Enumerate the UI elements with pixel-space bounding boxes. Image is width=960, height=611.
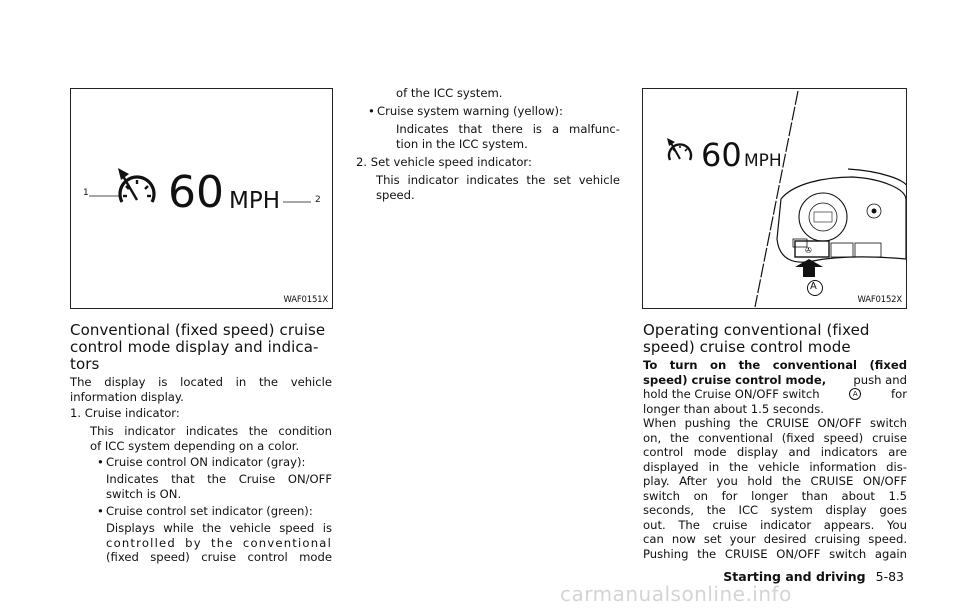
speed-value: 60 bbox=[701, 136, 742, 174]
callout-2: 2 bbox=[315, 195, 321, 205]
item-2-title: 2. Set vehicle speed indicator: bbox=[356, 155, 532, 169]
figure-steering-switch bbox=[642, 88, 907, 309]
callout-a: A bbox=[810, 281, 817, 292]
speed-unit: MPH bbox=[229, 188, 281, 214]
steering-wheel-illustration bbox=[643, 89, 906, 308]
item-2-body: This indicator indicates the set vehicle speed. bbox=[376, 173, 620, 202]
callout-1: 1 bbox=[83, 188, 89, 198]
section-heading bbox=[70, 322, 332, 373]
figure-code: WAF0151X bbox=[283, 295, 328, 305]
heading-line: Conventional (fixed speed) cruise bbox=[70, 321, 326, 339]
figure-code: WAF0152X bbox=[857, 295, 902, 305]
bullet-3-body: Indicates that there is a malfunc- tion in the ICC system. bbox=[396, 122, 620, 151]
heading-line: tors bbox=[70, 355, 100, 373]
heading-line: control mode display and indica- bbox=[70, 338, 319, 356]
bullet-2-body: Displays while the vehicle speed is controlled by the conventional (fixed speed) cruise control mode bbox=[106, 521, 332, 564]
cruise-on-off-switch bbox=[795, 241, 829, 257]
speed-unit: MPH bbox=[744, 151, 782, 171]
switch-a-icon: A bbox=[849, 388, 861, 400]
item-1-title: 1. Cruise indicator: bbox=[70, 406, 180, 420]
bullet-1-body: Indicates that the Cruise ON/OFF switch is ON. bbox=[106, 472, 332, 501]
continued-line: of the ICC system. bbox=[396, 86, 503, 100]
footer-page-number: 5-83 bbox=[875, 569, 904, 584]
pad-label bbox=[814, 212, 832, 222]
footer-section: Starting and driving bbox=[723, 569, 866, 584]
wheel-spoke bbox=[777, 177, 906, 262]
svg-text:✇: ✇ bbox=[805, 246, 812, 255]
item-1-body: This indicator indicates the condition of ICC system depending on a color. bbox=[90, 424, 332, 453]
bullet-3-title: • Cruise system warning (yellow): bbox=[377, 104, 563, 119]
speedometer-icon bbox=[667, 138, 691, 160]
figure-cruise-display bbox=[70, 88, 333, 309]
bullet-1-title: • Cruise control ON indicator (gray): bbox=[106, 455, 305, 470]
speed-value: 60 bbox=[168, 167, 224, 218]
dashboard-edge-line bbox=[755, 91, 798, 307]
intro-paragraph: The display is located in the vehicle information display. bbox=[70, 375, 332, 404]
para-2: When pushing the CRUISE ON/OFF switch on, the conventional (fixed speed) cruise control mode display and indicators are displayed in the vehicle information dis- play. After you hold the CRUISE ON/OFF switch on for longer than about 1.5 seconds, the ICC system display goes out. The cruise indicator appears. You can now set your desired cruising speed. Pushing the CRUISE ON/OFF switch again bbox=[643, 416, 907, 561]
watermark: carmanualsonline.info bbox=[560, 582, 792, 606]
bullet-2-title: • Cruise control set indicator (green): bbox=[106, 504, 313, 519]
speedometer-icon bbox=[118, 168, 154, 202]
steering-pad bbox=[799, 193, 847, 241]
para-1: To turn on the conventional (fixed speed) cruise control mode, push and hold the Cruise ON/OFF switch A for longer than about 1.5 seconds. bbox=[643, 358, 907, 416]
section-heading: Operating conventional (fixed speed) cruise control mode bbox=[643, 321, 870, 356]
